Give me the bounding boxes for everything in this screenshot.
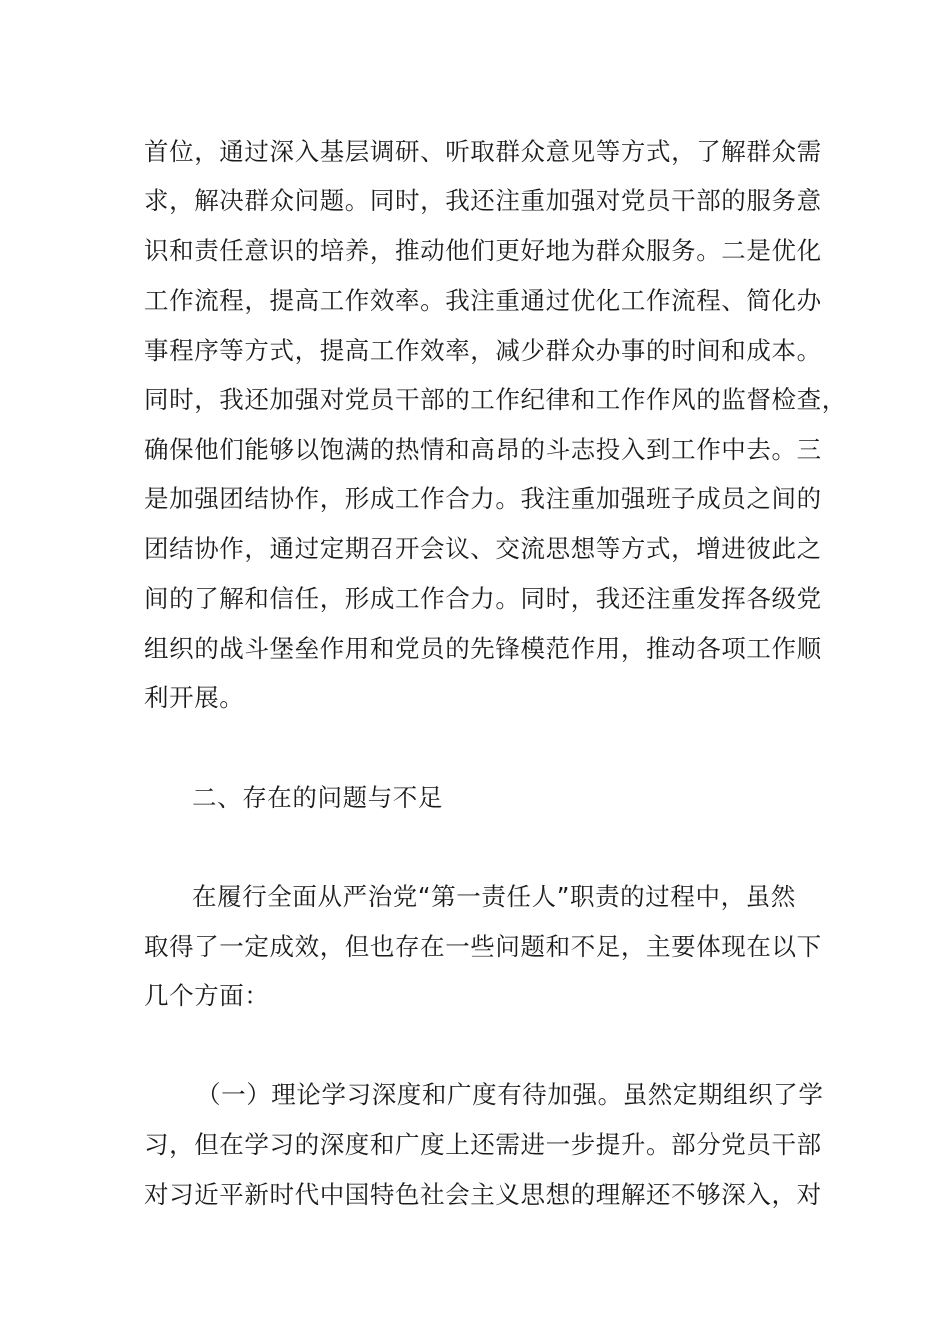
text-line: 利开展。	[144, 683, 245, 712]
text-line: 几个方面：	[144, 981, 270, 1010]
text-line: 对习近平新时代中国特色社会主义思想的理解还不够深入，对	[144, 1180, 822, 1209]
text-line: 工作流程，提高工作效率。我注重通过优化工作流程、简化办	[144, 286, 822, 315]
text-line: 是加强团结协作，形成工作合力。我注重加强班子成员之间的	[144, 484, 822, 513]
text-line: 识和责任意识的培养，推动他们更好地为群众服务。二是优化	[144, 236, 822, 265]
text-line: 首位，通过深入基层调研、听取群众意见等方式，了解群众需	[144, 137, 822, 166]
text-line: 团结协作，通过定期召开会议、交流思想等方式，增进彼此之	[144, 534, 822, 563]
text-line: 确保他们能够以饱满的热情和高昂的斗志投入到工作中去。三	[144, 435, 822, 464]
text-line: 同时，我还加强对党员干部的工作纪律和工作作风的监督检查，	[144, 385, 847, 414]
text-line: 取得了一定成效，但也存在一些问题和不足，主要体现在以下	[144, 932, 822, 961]
text-line: 组织的战斗堡垒作用和党员的先锋模范作用，推动各项工作顺	[144, 634, 822, 663]
text-line: 间的了解和信任，形成工作合力。同时，我还注重发挥各级党	[144, 584, 822, 613]
text-line: 在履行全面从严治党“第一责任人”职责的过程中，虽然	[192, 882, 796, 911]
section-heading: 二、存在的问题与不足	[192, 783, 443, 812]
text-line: （一）理论学习深度和广度有待加强。虽然定期组织了学	[196, 1080, 824, 1109]
text-line: 习，但在学习的深度和广度上还需进一步提升。部分党员干部	[144, 1130, 822, 1159]
text-line: 事程序等方式，提高工作效率，减少群众办事的时间和成本。	[144, 336, 822, 365]
text-line: 求，解决群众问题。同时，我还注重加强对党员干部的服务意	[144, 186, 822, 215]
